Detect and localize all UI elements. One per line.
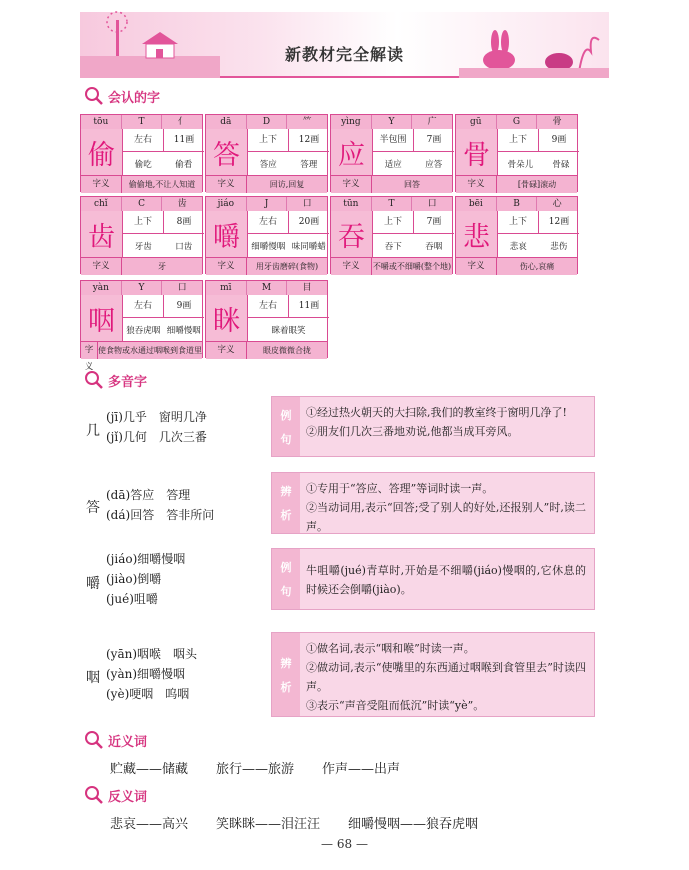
radical: 口 xyxy=(302,199,312,209)
magnifier-icon xyxy=(84,730,104,750)
example-word: 吞咽 xyxy=(425,241,443,252)
index-letter: Y xyxy=(372,115,413,129)
box-line: ①经过热火朝天的大扫除,我们的教室终于窗明几净了! xyxy=(306,406,567,419)
character: 偷 xyxy=(81,129,122,175)
magnifier-icon xyxy=(84,86,104,106)
reading: (jī)几乎 窗明几净 xyxy=(106,410,207,424)
pinyin: tōu xyxy=(81,115,122,129)
example-word: 吞下 xyxy=(384,241,402,252)
meaning: 眼皮微微合拢 xyxy=(263,346,311,355)
meaning: 伤心,哀痛 xyxy=(519,262,555,271)
character: 吞 xyxy=(331,211,372,257)
reading: (yān)咽喉 咽头 xyxy=(106,647,198,661)
meaning: [骨碌]滚动 xyxy=(517,180,557,189)
polyphonic-readings xyxy=(106,485,214,525)
pinyin: mī xyxy=(206,281,247,295)
synonym-pair: 作声——出声 xyxy=(322,762,401,777)
example-word: 偷看 xyxy=(175,159,193,170)
polyphonic-char: 答 xyxy=(86,500,100,516)
index-letter: G xyxy=(497,115,538,129)
meaning-label: 字义 xyxy=(456,258,497,275)
stroke-count: 8画 xyxy=(163,211,204,233)
char-card xyxy=(205,114,328,192)
example-word: 眯着眼笑 xyxy=(271,325,306,336)
meaning-label: 字义 xyxy=(331,176,372,193)
meaning: 用牙齿磨碎(食物) xyxy=(255,262,319,271)
section-heading-recognize: 会认的字 xyxy=(84,85,160,107)
character: 骨 xyxy=(456,129,497,175)
structure: 左右 xyxy=(122,295,163,317)
index-letter: B xyxy=(497,197,538,211)
radical: ⺮ xyxy=(302,117,312,127)
example-word: 细嚼慢咽 xyxy=(166,325,201,336)
meaning: 回答 xyxy=(404,180,420,189)
reading: (jué)咀嚼 xyxy=(106,592,158,606)
example-word: 偷吃 xyxy=(134,159,152,170)
example-word: 答理 xyxy=(300,159,318,170)
synonym-list xyxy=(110,758,400,777)
reading: (dā)答应 答理 xyxy=(106,488,191,502)
page-number: — 68 — xyxy=(321,837,368,851)
box-line: ①做名词,表示“咽和喉”时读一声。 xyxy=(306,642,475,655)
structure: 左右 xyxy=(247,295,288,317)
character: 悲 xyxy=(456,211,497,257)
stroke-count: 9画 xyxy=(538,129,579,151)
stroke-count: 7画 xyxy=(413,129,454,151)
pinyin: dā xyxy=(206,115,247,129)
example-word: 狼吞虎咽 xyxy=(126,325,161,336)
stroke-count: 11画 xyxy=(288,295,329,317)
meaning: 使食物或水通过咽喉到食道里 xyxy=(98,346,202,355)
page-header xyxy=(80,12,609,78)
index-letter: Y xyxy=(122,281,163,295)
index-letter: T xyxy=(372,197,413,211)
character: 答 xyxy=(206,129,247,175)
synonym-pair: 贮藏——储藏 xyxy=(110,762,189,777)
structure: 左右 xyxy=(122,129,163,151)
index-letter: C xyxy=(122,197,163,211)
synonym-pair: 旅行——旅游 xyxy=(216,762,295,777)
polyphonic-char: 咽 xyxy=(86,670,100,686)
example-word: 悲哀 xyxy=(509,241,527,252)
char-card xyxy=(80,196,203,274)
reading: (dá)回答 答非所问 xyxy=(106,508,215,522)
radical: 亻 xyxy=(177,117,187,127)
analysis-box: 辨 析 ①专用于“答应、答理”等词时读一声。 ②当动词用,表示“回答;受了别人的好处,还报别人”时,读二声。 xyxy=(271,472,595,534)
index-letter: J xyxy=(247,197,288,211)
section-heading-antonyms: 反义词 xyxy=(84,784,147,806)
box-line: ②当动词用,表示“回答;受了别人的好处,还报别人”时,读二声。 xyxy=(306,501,586,533)
char-card xyxy=(455,114,578,192)
example-word: 牙齿 xyxy=(134,241,152,252)
box-line: 牛咀嚼(jué)青草时,开始是不细嚼(jiáo)慢咽的,它休息的时候还会倒嚼(jiào)。 xyxy=(306,564,586,596)
structure: 上下 xyxy=(372,211,413,233)
polyphonic-char: 嚼 xyxy=(86,576,100,592)
example-word: 悲伤 xyxy=(550,241,568,252)
polyphonic-readings xyxy=(106,644,197,704)
antonym-pair: 细嚼慢咽——狼吞虎咽 xyxy=(348,817,479,832)
char-card xyxy=(205,280,328,358)
index-letter: M xyxy=(247,281,288,295)
stroke-count: 20画 xyxy=(288,211,329,233)
example-word: 骨碌 xyxy=(552,159,570,170)
structure: 上下 xyxy=(497,129,538,151)
char-card xyxy=(205,196,328,274)
meaning: 回访,回复 xyxy=(269,180,305,189)
meaning: 牙 xyxy=(158,262,166,271)
polyphonic-char: 几 xyxy=(86,423,100,439)
pinyin: tūn xyxy=(331,197,372,211)
structure: 上下 xyxy=(247,129,288,151)
meaning-label: 字义 xyxy=(456,176,497,193)
example-box: 例 句 牛咀嚼(jué)青草时,开始是不细嚼(jiáo)慢咽的,它休息的时候还会倒嚼(jiào)。 xyxy=(271,548,595,610)
stroke-count: 9画 xyxy=(163,295,204,317)
magnifier-icon xyxy=(84,785,104,805)
character: 应 xyxy=(331,129,372,175)
box-line: ③表示“声音受阻而低沉”时读“yè”。 xyxy=(306,699,485,712)
example-word: 细嚼慢咽 xyxy=(251,241,286,252)
structure: 左右 xyxy=(247,211,288,233)
char-card xyxy=(80,114,203,192)
analysis-box: 辨 析 ①做名词,表示“咽和喉”时读一声。 ②做动词,表示“使嘴里的东西通过咽喉到食管里去”时读四声。 ③表示“声音受阻而低沉”时读“yè”。 xyxy=(271,632,595,717)
structure: 半包围 xyxy=(372,129,413,151)
character: 齿 xyxy=(81,211,122,257)
radical: 骨 xyxy=(552,117,562,127)
meaning-label: 字义 xyxy=(81,176,122,193)
index-letter: T xyxy=(122,115,163,129)
section-heading-polyphonic: 多音字 xyxy=(84,369,147,391)
reading: (yàn)细嚼慢咽 xyxy=(106,667,186,681)
stroke-count: 7画 xyxy=(413,211,454,233)
radical: 广 xyxy=(427,117,437,127)
polyphonic-readings xyxy=(106,407,207,447)
example-word: 骨朵儿 xyxy=(507,159,534,170)
meaning-label: 字义 xyxy=(81,258,122,275)
radical: 目 xyxy=(302,283,312,293)
pinyin: yìng xyxy=(331,115,372,129)
page-title: 新教材完全解读 xyxy=(284,45,404,64)
reading: (yè)哽咽 呜咽 xyxy=(106,687,190,701)
character: 咽 xyxy=(81,295,122,341)
stroke-count: 12画 xyxy=(538,211,579,233)
example-word: 口齿 xyxy=(175,241,193,252)
radical: 口 xyxy=(177,283,187,293)
box-line: ②朋友们几次三番地劝说,他都当成耳旁风。 xyxy=(306,425,519,438)
meaning-label: 字义 xyxy=(206,342,247,359)
stroke-count: 12画 xyxy=(288,129,329,151)
char-card xyxy=(455,196,578,274)
meaning-label: 字义 xyxy=(206,176,247,193)
reading: (jǐ)几何 几次三番 xyxy=(106,430,207,444)
antonym-pair: 悲哀——高兴 xyxy=(110,817,189,832)
pinyin: bēi xyxy=(456,197,497,211)
pinyin: gū xyxy=(456,115,497,129)
box-line: ②做动词,表示“使嘴里的东西通过咽喉到食管里去”时读四声。 xyxy=(306,661,586,693)
radical: 齿 xyxy=(177,199,187,209)
box-line: ①专用于“答应、答理”等词时读一声。 xyxy=(306,482,494,495)
section-heading-synonyms: 近义词 xyxy=(84,729,147,751)
stroke-count: 11画 xyxy=(163,129,204,151)
radical: 心 xyxy=(552,199,562,209)
example-word: 应答 xyxy=(425,159,443,170)
polyphonic-readings xyxy=(106,549,185,609)
char-card xyxy=(80,280,203,372)
char-card xyxy=(330,196,453,274)
character: 嚼 xyxy=(206,211,247,257)
meaning-label: 字义 xyxy=(81,342,98,359)
meaning: 不嚼或不细嚼(整个地) xyxy=(372,262,452,271)
example-word: 答应 xyxy=(259,159,277,170)
reading: (jiào)倒嚼 xyxy=(106,572,162,586)
example-box: 例 句 ①经过热火朝天的大扫除,我们的教室终于窗明几净了! ②朋友们几次三番地劝说,他都当成耳旁风。 xyxy=(271,396,595,457)
magnifier-icon xyxy=(84,370,104,390)
meaning: 偷偷地,不让人知道 xyxy=(128,180,196,189)
pinyin: yàn xyxy=(81,281,122,295)
index-letter: D xyxy=(247,115,288,129)
example-word: 适应 xyxy=(384,159,402,170)
radical: 口 xyxy=(427,199,437,209)
meaning-label: 字义 xyxy=(206,258,247,275)
char-card xyxy=(330,114,453,192)
pinyin: jiáo xyxy=(206,197,247,211)
antonym-list xyxy=(110,813,478,832)
structure: 上下 xyxy=(497,211,538,233)
meaning-label: 字义 xyxy=(331,258,372,275)
reading: (jiáo)细嚼慢咽 xyxy=(106,552,186,566)
structure: 上下 xyxy=(122,211,163,233)
character: 眯 xyxy=(206,295,247,341)
pinyin: chǐ xyxy=(81,197,122,211)
example-word: 味同嚼蜡 xyxy=(291,241,326,252)
antonym-pair: 笑眯眯——泪汪汪 xyxy=(216,817,321,832)
